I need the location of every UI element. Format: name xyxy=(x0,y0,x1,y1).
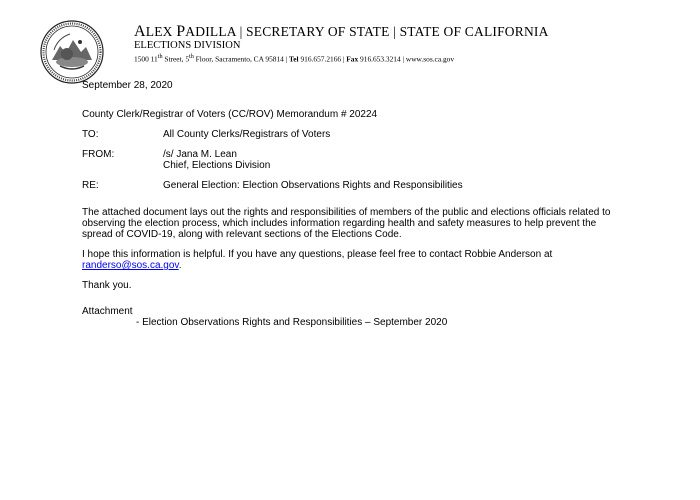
to-label: TO: xyxy=(82,129,99,140)
memo-title: County Clerk/Registrar of Voters (CC/ROV) Memorandum # 20224 xyxy=(82,109,378,120)
paragraph-attached-document: The attached document lays out the rights and responsibilities of members of the public and elections officials related to observing the election process, which includes information regarding health and safety measures to help prevent the spread of COVID-19, along with relevant sections of the Elections Code. xyxy=(82,207,611,240)
re-label: RE: xyxy=(82,180,99,191)
address-part: Street, 5 xyxy=(162,53,190,63)
from-title: Chief, Elections Division xyxy=(163,160,271,171)
letterhead xyxy=(134,24,549,62)
address-part: Floor, Sacramento, CA 95814 | xyxy=(193,53,290,63)
name-rest: LEX xyxy=(145,24,177,39)
attachment-section xyxy=(82,306,622,328)
state-seal-logo xyxy=(40,20,104,84)
to-row xyxy=(82,129,622,140)
contact-email-link[interactable]: randerso@sos.ca.gov xyxy=(82,260,179,271)
from-signature: /s/ Jana M. Lean xyxy=(163,149,237,160)
name-initial: A xyxy=(134,23,146,40)
address-sup: th xyxy=(157,53,163,60)
from-value xyxy=(163,149,622,171)
contact-period: . xyxy=(178,260,182,271)
division-name: ELECTIONS DIVISION xyxy=(134,40,241,51)
address-part: 1500 11 xyxy=(134,53,158,63)
re-row xyxy=(82,180,622,191)
office-title: | SECRETARY OF STATE | STATE OF CALIFORNIA xyxy=(236,24,549,39)
letterhead-title xyxy=(134,24,549,40)
from-label: FROM: xyxy=(82,149,115,160)
surname-rest: ADILLA xyxy=(185,24,236,39)
closing-thanks: Thank you. xyxy=(82,280,132,291)
attachment-label: Attachment xyxy=(82,306,133,317)
paragraph-contact xyxy=(82,249,620,271)
contact-text: I hope this information is helpful. If you have any questions, please feel free to contact Robbie Anderson at xyxy=(82,249,553,260)
to-value: All County Clerks/Registrars of Voters xyxy=(163,129,331,140)
tel-label: Tel xyxy=(289,53,299,63)
tel-value: 916.657.2166 | xyxy=(298,53,347,63)
from-row xyxy=(82,149,622,171)
fax-website: 916.653.3214 | www.sos.ca.gov xyxy=(358,53,455,63)
surname-initial: P xyxy=(176,23,186,40)
memo-date: September 28, 2020 xyxy=(82,80,173,91)
address-sup: th xyxy=(189,53,194,60)
re-value: General Election: Election Observations Rights and Responsibilities xyxy=(163,180,463,191)
memo-body xyxy=(82,80,622,328)
attachment-item: - Election Observations Rights and Responsibilities – September 2020 xyxy=(136,317,448,328)
office-address xyxy=(134,54,549,63)
fax-label: Fax xyxy=(346,53,359,63)
